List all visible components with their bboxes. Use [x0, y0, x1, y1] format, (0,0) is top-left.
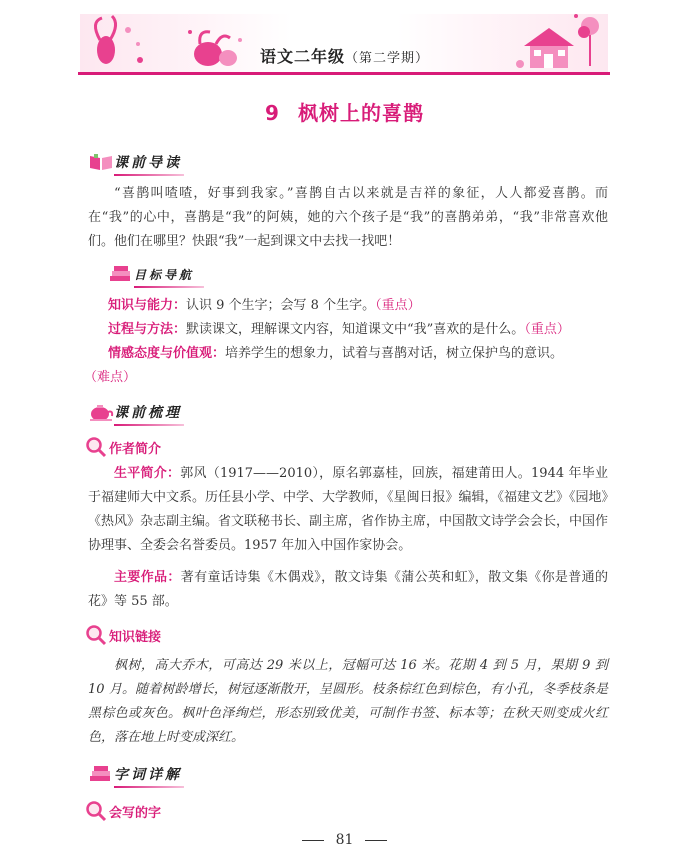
knowledge-paragraph: 枫树，高大乔木，可高达 29 米以上，冠幅可达 16 米。花期 4 到 5 月，果期 9 到 10 月。随着树龄增长，树冠逐渐散开，呈圆形。枝条棕红色到棕色，有小孔，冬季枝条是黑棕色或灰色。枫叶色泽绚烂，形态别致优美，可制作书签、标本等；在秋天则变成火红色，落在地上时变成深红。	[88, 658, 608, 745]
section-sorting-label: 课前梳理	[114, 405, 182, 421]
header-rule	[78, 72, 610, 75]
author-works	[88, 566, 608, 614]
goal-process-label: 过程与方法：	[108, 322, 187, 337]
book-icon	[88, 152, 114, 172]
header-term: （第二学期）	[345, 51, 430, 66]
section-preview-label: 课前导读	[114, 155, 182, 171]
page-footer	[0, 832, 689, 848]
section-underline	[134, 286, 204, 288]
section-goals-label: 目标导航	[134, 267, 195, 282]
section-underline	[114, 174, 184, 176]
goal-emotion-text: 培养学生的想象力，试着与喜鹊对话，树立保护鸟的意识。	[225, 346, 564, 361]
author-heading-label: 作者简介	[109, 441, 162, 457]
author-works-label: 主要作品：	[114, 570, 181, 585]
books-icon	[108, 264, 134, 284]
write-chars-heading	[85, 800, 161, 822]
teapot-icon	[88, 402, 114, 422]
goal-process-text: 默读课文，理解课文内容，知道课文中“我”喜欢的是什么。	[186, 322, 525, 337]
books-icon	[88, 764, 114, 784]
section-underline	[114, 786, 184, 788]
section-preview-heading	[88, 152, 182, 172]
author-works-text: 著有童话诗集《木偶戏》，散文诗集《蒲公英和虹》，散文集《你是普通的花》等 55 部。	[88, 570, 608, 609]
goal-emotion	[84, 342, 608, 390]
footer-dash-left	[302, 840, 324, 841]
knowledge-heading	[85, 624, 161, 646]
header-title	[0, 44, 689, 67]
section-words-label: 字词详解	[114, 767, 182, 783]
header-grade: 语文二年级	[259, 47, 345, 66]
magnifier-icon	[85, 436, 107, 458]
lesson-number: 9	[265, 101, 280, 125]
goal-emotion-mark: （难点）	[84, 370, 137, 385]
goal-knowledge-text: 认识 9 个生字；会写 8 个生字。	[186, 298, 376, 313]
goal-emotion-label: 情感态度与价值观：	[108, 346, 226, 361]
author-bio-label: 生平简介：	[114, 466, 181, 481]
goal-knowledge	[108, 294, 608, 318]
magnifier-icon	[85, 624, 107, 646]
page-number: 81	[335, 832, 354, 848]
section-underline	[114, 424, 184, 426]
write-chars-heading-label: 会写的字	[109, 805, 162, 821]
author-heading	[85, 436, 161, 458]
knowledge-heading-label: 知识链接	[109, 629, 162, 645]
footer-dash-right	[365, 840, 387, 841]
author-bio-text: 郭风（1917——2010），原名郭嘉桂，回族，福建莆田人。1944 年毕业于福建师大中文系。历任县小学、中学、大学教师，《星闽日报》编辑，《福建文艺》《园地》《热风》杂志副主编。省文联秘书长、副主席，省作协主席，中国散文诗学会会长，中国作协理事、全委会名誉委员。1957 年加入中国作家协会。	[88, 466, 609, 553]
lesson-name: 枫树上的喜鹊	[297, 101, 424, 125]
section-goals-heading	[108, 264, 194, 284]
goal-process-mark: （重点）	[524, 322, 570, 337]
section-sorting-heading	[88, 402, 182, 422]
author-bio	[88, 462, 608, 558]
goal-knowledge-mark: （重点）	[375, 298, 421, 313]
magnifier-icon	[85, 800, 107, 822]
lesson-title	[0, 97, 689, 126]
goal-process	[108, 318, 608, 342]
preview-paragraph: “喜鹊叫喳喳，好事到我家。”喜鹊自古以来就是吉祥的象征，人人都爱喜鹊。而在“我”的心中，喜鹊是“我”的阿姨，她的六个孩子是“我”的喜鹊弟弟，“我”非常喜欢他们。他们在哪里？快跟“我”一起到课文中去找一找吧！	[88, 186, 608, 249]
goal-knowledge-label: 知识与能力：	[108, 298, 187, 313]
section-words-heading	[88, 764, 182, 784]
